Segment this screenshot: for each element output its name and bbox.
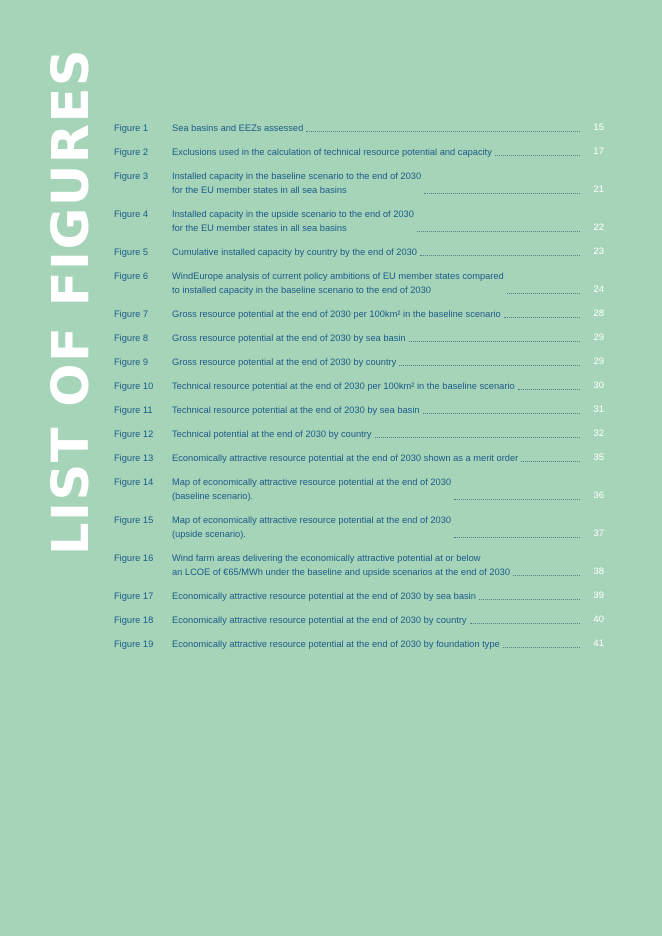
dotted-leader [495,155,580,156]
figure-page-number: 31 [593,404,604,415]
figure-entry-body [172,613,584,627]
figure-page-number: 23 [593,246,604,257]
figure-entry-body [172,331,584,345]
figure-entry-body [172,121,584,135]
figure-label: Figure 1 [114,123,149,133]
figure-page-number: 28 [593,308,604,319]
figure-entry-body [172,379,584,393]
dotted-leader [409,341,580,342]
figure-page-number: 15 [593,122,604,133]
dotted-leader [513,575,580,576]
figure-entry-body [172,207,584,235]
figure-page-number: 29 [593,332,604,343]
figure-title: Technical resource potential at the end of 2030 per 100km² in the baseline scenario [172,381,515,391]
figure-entry-6[interactable] [114,269,604,297]
figure-title: Economically attractive resource potential at the end of 2030 by sea basin [172,591,476,601]
figure-entry-3[interactable] [114,169,604,197]
dotted-leader [420,255,580,256]
figure-title: Technical potential at the end of 2030 by country [172,429,372,439]
figure-title: Cumulative installed capacity by country by the end of 2030 [172,247,417,257]
figure-entry-body [172,145,584,159]
figure-page-number: 35 [593,452,604,463]
figure-title: Gross resource potential at the end of 2030 by sea basin [172,333,406,343]
dotted-leader [417,231,580,232]
figure-title: Wind farm areas delivering the economically attractive potential at or below an LCOE of €65/MWh under the baseline and upside scenarios at the end of 2030 [172,553,511,577]
dotted-leader [454,537,580,538]
figure-entry-1[interactable] [114,121,604,135]
figure-label: Figure 8 [114,333,149,343]
figure-entry-body [172,451,584,465]
figure-entry-9[interactable] [114,355,604,369]
figure-label: Figure 7 [114,309,149,319]
figure-entry-18[interactable] [114,613,604,627]
dotted-leader [423,413,580,414]
figure-page-number: 32 [593,428,604,439]
figure-title: Economically attractive resource potential at the end of 2030 shown as a merit order [172,453,519,463]
figure-entry-body [172,269,584,297]
dotted-leader [504,317,580,318]
figure-entry-body [172,551,584,579]
figure-entry-body [172,307,584,321]
figure-entry-body [172,169,584,197]
figure-label: Figure 9 [114,357,149,367]
figure-label: Figure 6 [114,271,149,281]
figure-label: Figure 14 [114,477,154,487]
figure-entry-8[interactable] [114,331,604,345]
figure-title: WindEurope analysis of current policy ambitions of EU member states compared to installed capacity in the baseline scenario to the end of 2030 [172,271,504,295]
figure-entry-13[interactable] [114,451,604,465]
page-title: LIST OF FIGURES [42,47,101,555]
figure-entry-19[interactable] [114,637,604,651]
figure-entry-body [172,245,584,259]
figure-entry-17[interactable] [114,589,604,603]
figure-page-number: 40 [593,614,604,625]
figure-page-number: 21 [593,184,604,195]
figure-label: Figure 13 [114,453,154,463]
dotted-leader [479,599,580,600]
figure-title: Sea basins and EEZs assessed [172,123,304,133]
figure-label: Figure 4 [114,209,149,219]
figure-label: Figure 17 [114,591,154,601]
figure-entry-15[interactable] [114,513,604,541]
figure-entry-body [172,355,584,369]
figure-page-number: 17 [593,146,604,157]
dotted-leader [507,293,580,294]
figure-entry-body [172,427,584,441]
figure-entry-body [172,475,584,503]
figure-title: Gross resource potential at the end of 2030 by country [172,357,397,367]
figure-entry-body [172,637,584,651]
figure-label: Figure 18 [114,615,154,625]
figure-title: Economically attractive resource potential at the end of 2030 by country [172,615,467,625]
figures-list [114,121,604,661]
dotted-leader [306,131,580,132]
figure-entry-4[interactable] [114,207,604,235]
figure-entry-11[interactable] [114,403,604,417]
figure-label: Figure 3 [114,171,149,181]
figure-page-number: 41 [593,638,604,649]
figure-entry-body [172,513,584,541]
figure-entry-body [172,403,584,417]
dotted-leader [503,647,580,648]
figure-entry-14[interactable] [114,475,604,503]
figure-entry-10[interactable] [114,379,604,393]
figure-title: Exclusions used in the calculation of technical resource potential and capacity [172,147,492,157]
figure-entry-12[interactable] [114,427,604,441]
figure-label: Figure 5 [114,247,149,257]
dotted-leader [454,499,580,500]
figure-label: Figure 2 [114,147,149,157]
figure-page-number: 30 [593,380,604,391]
figure-title: Map of economically attractive resource potential at the end of 2030 (upside scenario). [172,515,452,539]
dotted-leader [521,461,580,462]
figure-title: Economically attractive resource potential at the end of 2030 by foundation type [172,639,500,649]
figure-label: Figure 19 [114,639,154,649]
figure-page-number: 39 [593,590,604,601]
dotted-leader [518,389,580,390]
figure-title: Installed capacity in the upside scenario to the end of 2030 for the EU member states in all sea basins [172,209,414,233]
dotted-leader [399,365,580,366]
figure-title: Gross resource potential at the end of 2030 per 100km² in the baseline scenario [172,309,501,319]
figure-page-number: 24 [593,284,604,295]
figure-label: Figure 12 [114,429,154,439]
figure-page-number: 29 [593,356,604,367]
figure-title: Technical resource potential at the end of 2030 by sea basin [172,405,420,415]
figure-title: Map of economically attractive resource potential at the end of 2030 (baseline scenario). [172,477,452,501]
figure-entry-7[interactable] [114,307,604,321]
figure-label: Figure 16 [114,553,154,563]
figure-entry-body [172,589,584,603]
figure-entry-16[interactable] [114,551,604,579]
figure-label: Figure 10 [114,381,154,391]
dotted-leader [470,623,580,624]
figure-page-number: 37 [593,528,604,539]
figure-label: Figure 15 [114,515,154,525]
dotted-leader [424,193,580,194]
figure-title: Installed capacity in the baseline scenario to the end of 2030 for the EU member states in all sea basins [172,171,422,195]
dotted-leader [375,437,580,438]
figure-page-number: 36 [593,490,604,501]
figure-label: Figure 11 [114,405,153,415]
figure-entry-5[interactable] [114,245,604,259]
figure-entry-2[interactable] [114,145,604,159]
figure-page-number: 22 [593,222,604,233]
figure-page-number: 38 [593,566,604,577]
